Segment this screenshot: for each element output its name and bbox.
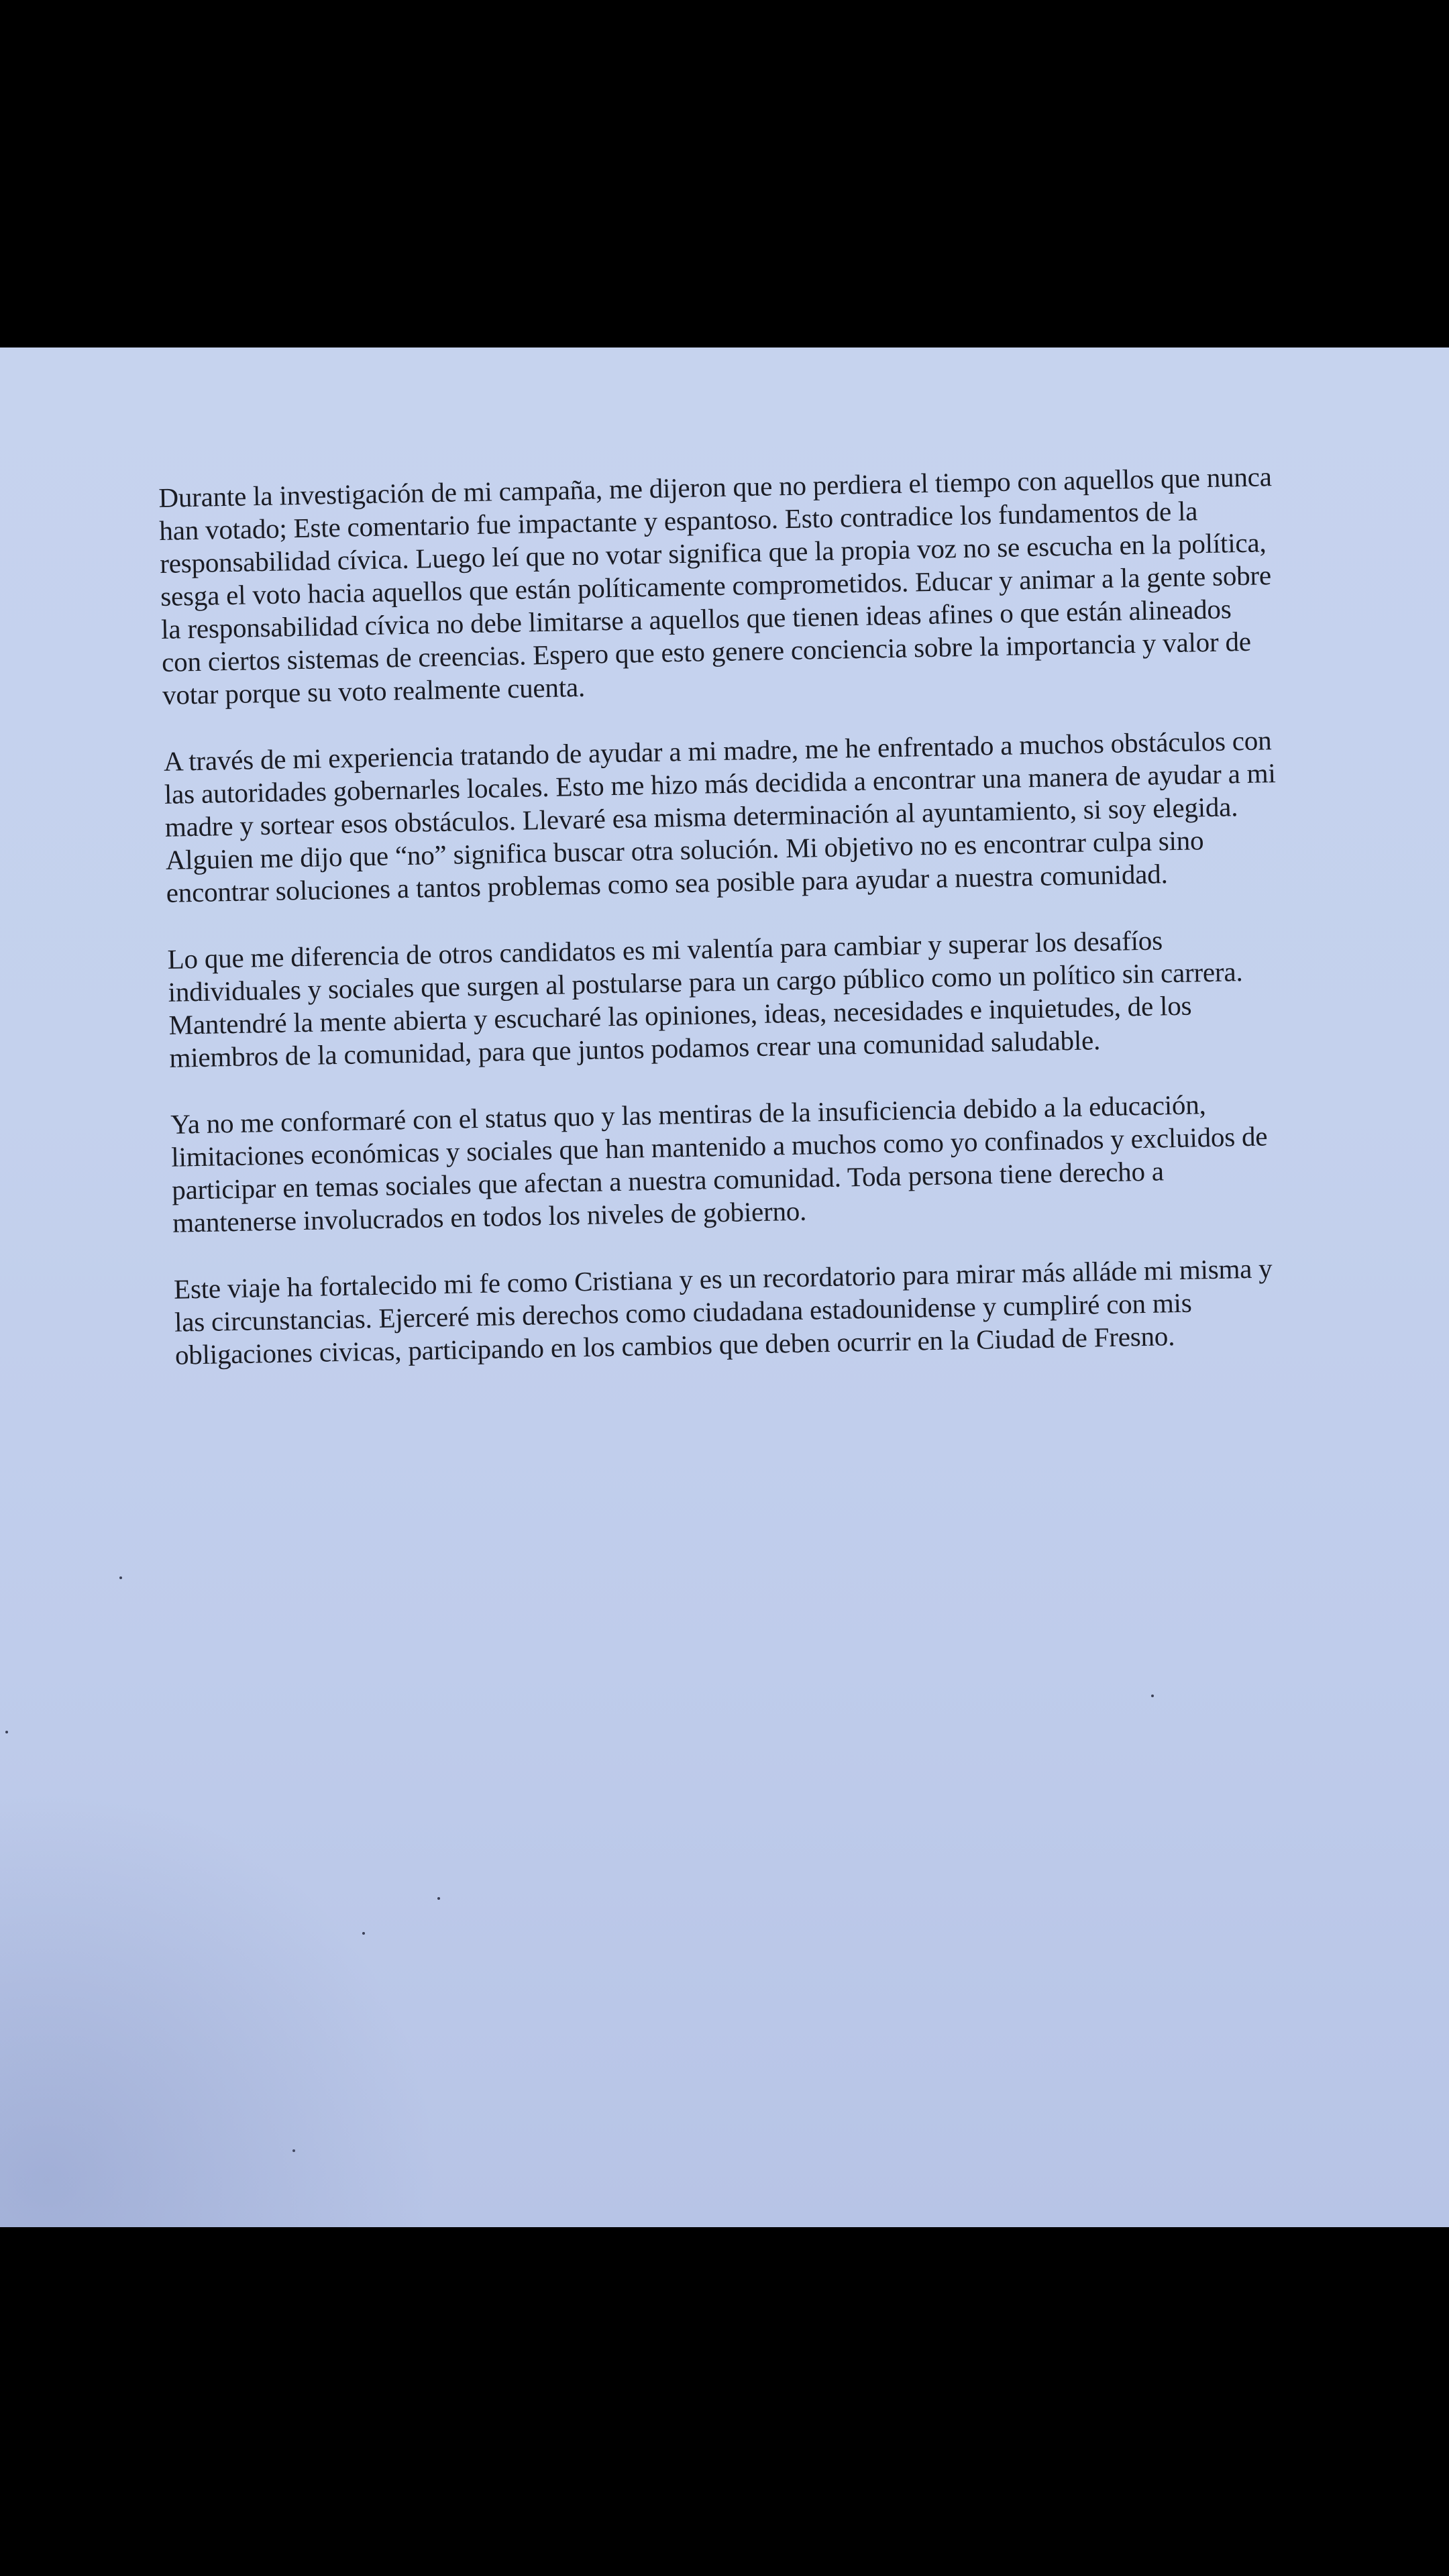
paper-speck [292,2149,295,2152]
paper-speck [5,1731,8,1733]
paragraph-differentiation: Lo que me diferencia de otros candidatos es mi valentía para cambiar y superar los desafíos individuales y sociales que surgen al postularse para un cargo público como un político sin carrera. Mantendré la mente abierta y escucharé las opiniones, ideas, necesidades e inquietudes, de los miembros de la comunidad, para que juntos podamos crear una comunidad saludable. [167,924,1243,1073]
paragraph-faith-journey: Este viaje ha fortalecido mi fe como Cristiana y es un recordatorio para mirar más alláde mi misma y las circunstancias. Ejerceré mis derechos como ciudadana estadounidense y cumpliré con mis obligaciones civicas, participando en los cambios que deben ocurrir en la Ciudad de Fresno. [173,1252,1273,1371]
paper-speck [437,1897,440,1900]
paper-sheet [0,347,1449,2227]
paper-speck [362,1932,365,1935]
paper-speck [119,1576,122,1579]
paragraph-mother-experience: A través de mi experiencia tratando de ayudar a mi madre, me he enfrentado a muchos obstáculos con las autoridades gobernarles locales. Esto me hizo más decidida a encontrar una manera de ayudar a mi madre y sortear esos obstáculos. Llevaré esa misma determinación al ayuntamiento, si soy elegida. Alguien me dijo que “no” significa buscar otra solución. Mi objetivo no es encontrar culpa sino encontrar soluciones a tantos problemas como sea posible para ayudar a nuestra comunidad. [163,724,1276,908]
paragraph-campaign-research: Durante la investigación de mi campaña, me dijeron que no perdiera el tiempo con aquellos que nunca han votado; Este comentario fue impactante y espantoso. Esto contradice los fundamentos de la responsabilidad cívica. Luego leí que no votar significa que la propia voz no se escucha en la política, sesga el voto hacia aquellos que están políticamente comprometidos. Educar y animar a la gente sobre la responsabilidad cívica no debe limitarse a aquellos que tienen ideas afines o que están alineados con ciertos sistemas de creencias. Espero que esto genere conciencia sobre la importancia y valor de votar porque su voto realmente cuenta. [158,461,1273,710]
paper-speck [1151,1695,1154,1697]
paragraph-status-quo: Ya no me conformaré con el status quo y las mentiras de la insuficiencia debido a la educación, limitaciones económicas y sociales que han mantenido a muchos como yo confinados y excluidos de participar en temas sociales que afectan a nuestra comunidad. Toda persona tiene derecho a mantenerse involucrados en todos los niveles de gobierno. [170,1089,1268,1238]
letter-body [158,460,1289,1405]
